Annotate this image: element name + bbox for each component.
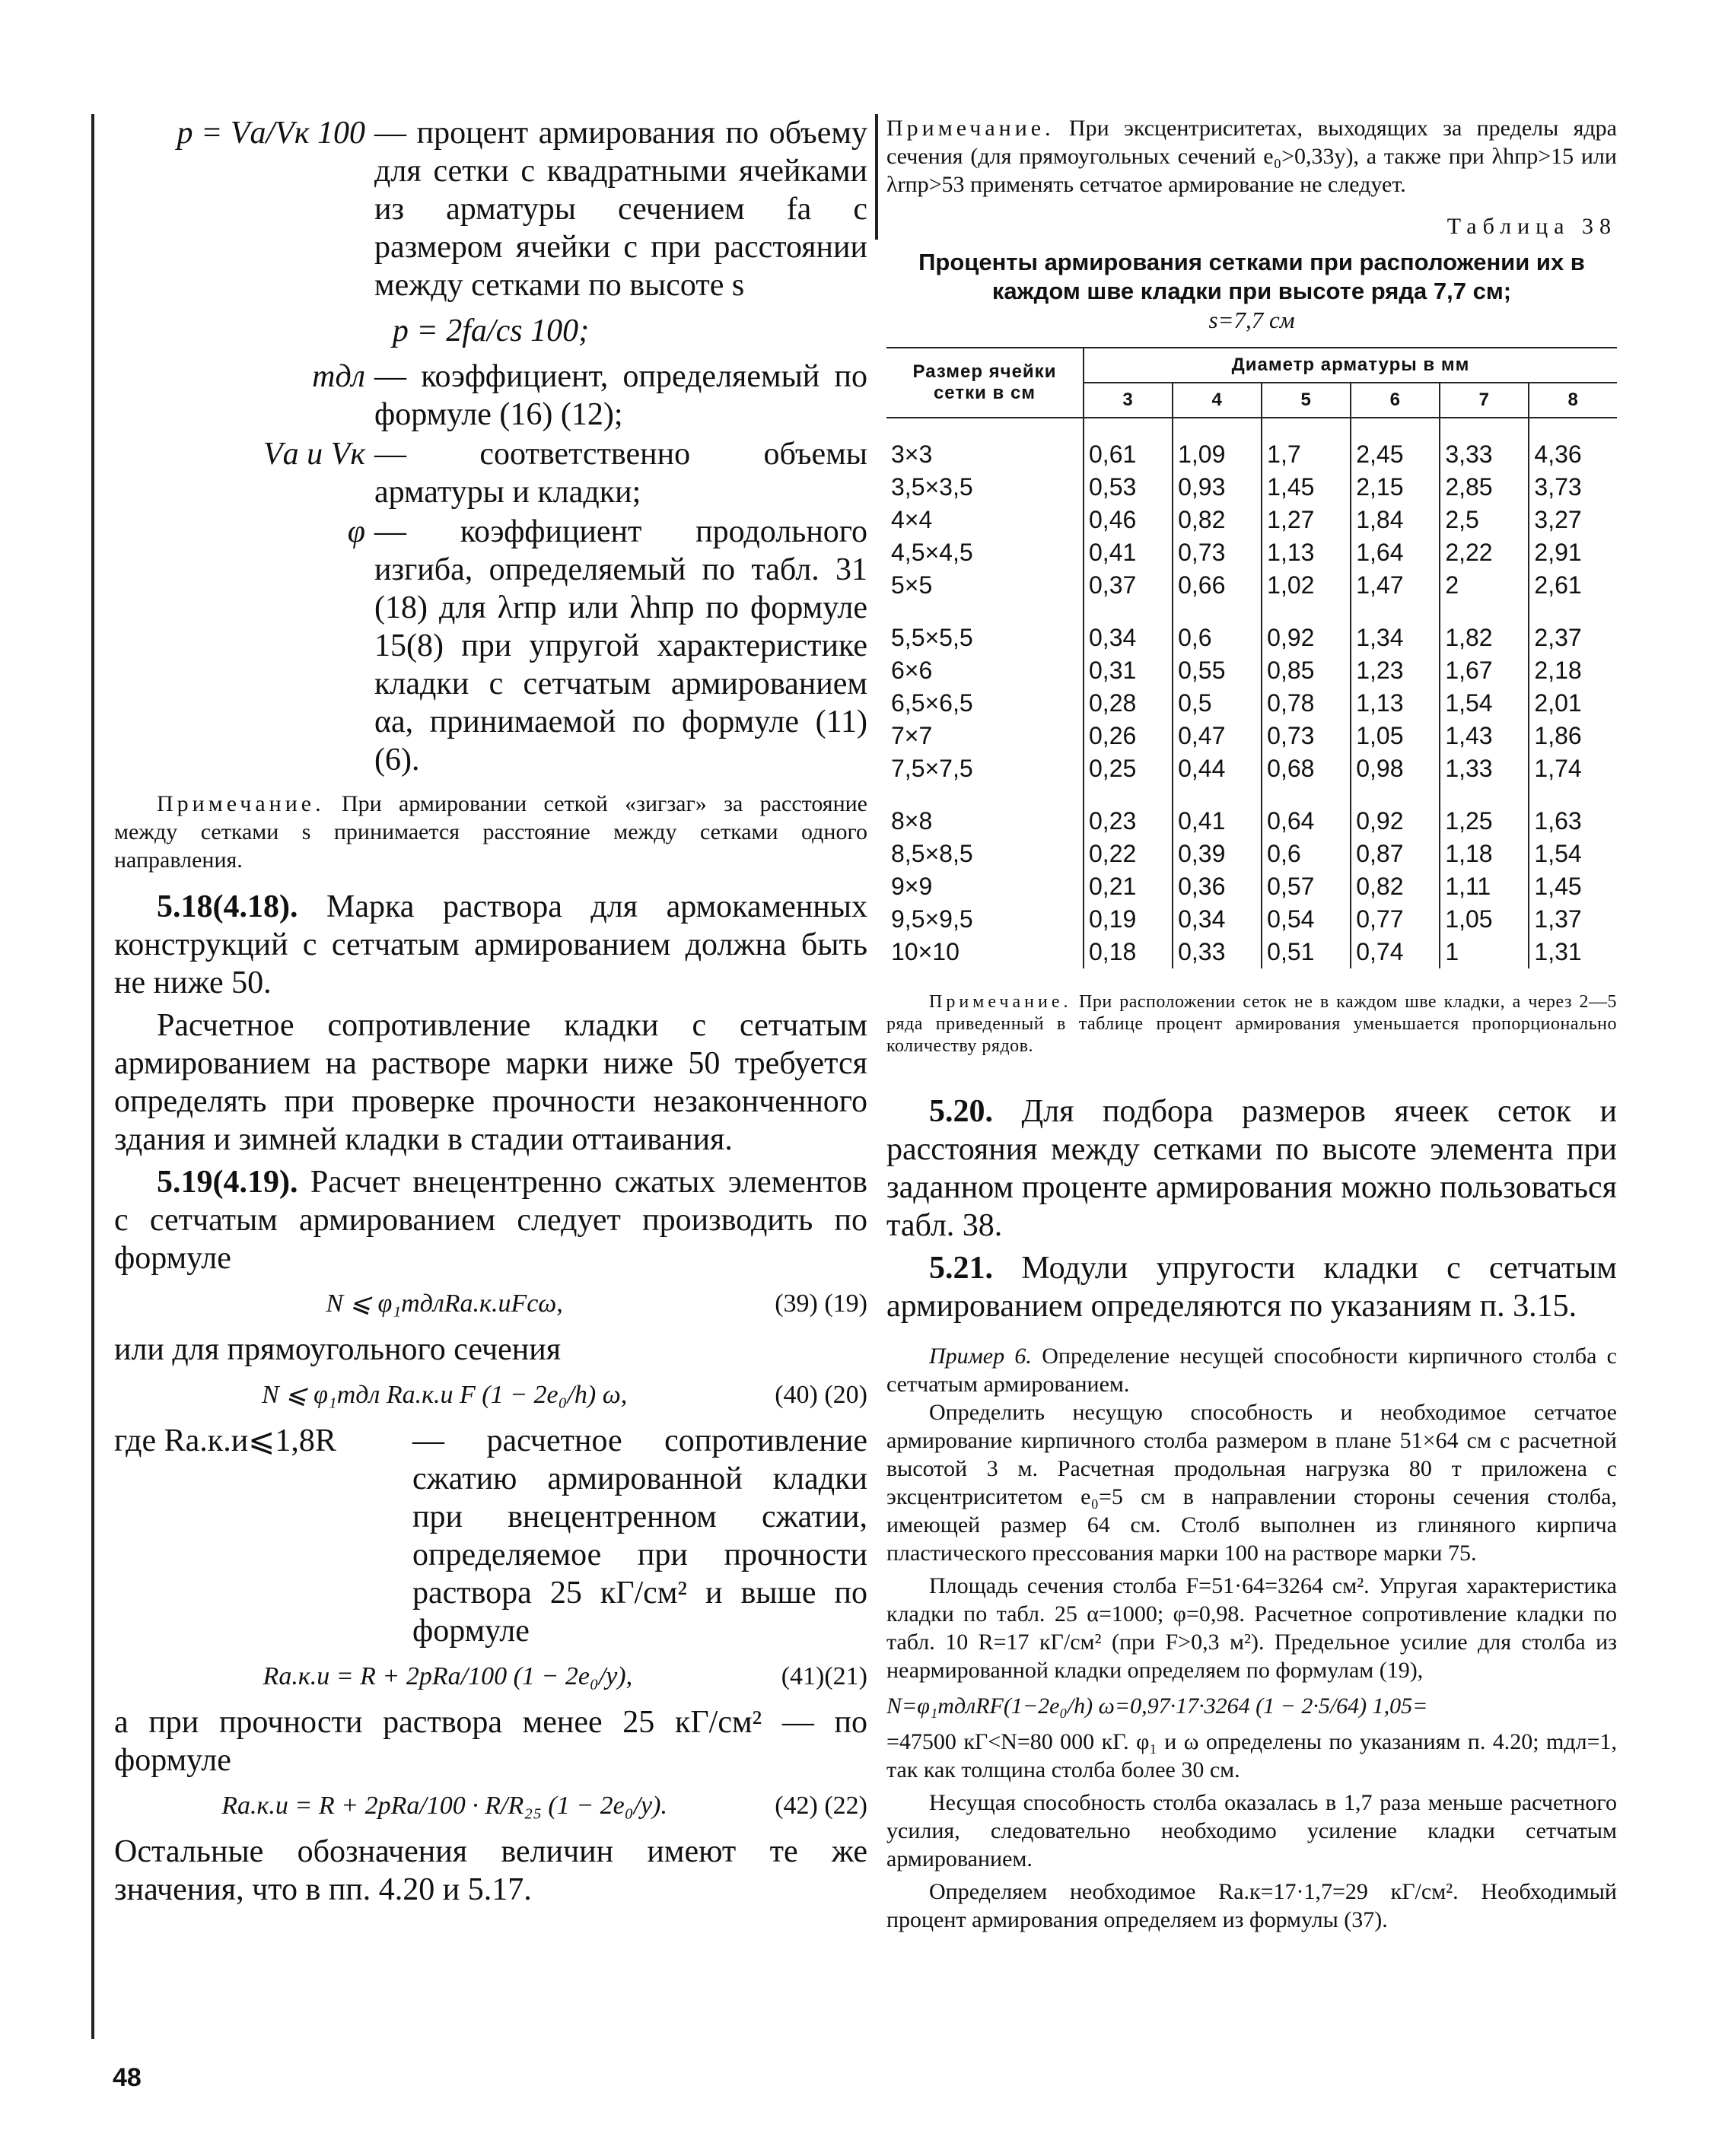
- cell-percent: 1,45: [1262, 471, 1351, 504]
- cell-percent: 0,25: [1084, 752, 1173, 785]
- definition-term: p = Vа/Vк 100: [177, 116, 365, 151]
- cell-percent: 1,84: [1351, 504, 1440, 536]
- cell-percent: 1,67: [1440, 654, 1529, 687]
- table-row: [886, 903, 1617, 936]
- cell-percent: 3,73: [1529, 471, 1617, 504]
- paragraph-text: Расчет внецентренно сжатых элементов с сетчатым армированием следует производить по формуле: [114, 1165, 867, 1276]
- definition-term: mдл: [312, 359, 365, 394]
- paragraph-5-19: [114, 1163, 867, 1277]
- cell-size: 3×3: [891, 440, 933, 468]
- paragraph-text: Марка раствора для армокаменных конструкций с сетчатым армированием должна быть не ниже 50.: [114, 889, 867, 1000]
- cell-size: 9,5×9,5: [891, 905, 973, 933]
- left-column: [91, 114, 867, 2039]
- cell-percent: 1,02: [1262, 569, 1351, 602]
- cell-percent: 0,54: [1262, 903, 1351, 936]
- cell-percent: 0,82: [1351, 870, 1440, 903]
- table-subtitle: s=7,7 см: [1208, 307, 1295, 333]
- cell-percent: 2,85: [1440, 471, 1529, 504]
- cell-percent: 4,36: [1529, 438, 1617, 471]
- cell-percent: 0,28: [1084, 687, 1173, 720]
- definition-term: φ: [347, 514, 365, 549]
- table-row: [886, 870, 1617, 903]
- group-spacer: [886, 418, 1617, 438]
- definition-text: — коэффициент, определяемый по формуле (16) (12);: [374, 359, 867, 432]
- spacer-cell: [1440, 602, 1529, 622]
- cell-percent: 0,34: [1173, 903, 1262, 936]
- header-diameter: Диаметр арматуры в мм: [1084, 348, 1617, 383]
- page-number: 48: [113, 2063, 142, 2092]
- cell-percent: 1,23: [1351, 654, 1440, 687]
- cell-percent: 1,34: [1351, 622, 1440, 654]
- example-paragraph-3: =47500 кГ<N=80 000 кГ. φ₁ и ω определены по указаниям п. 4.20; mдл=1, так как толщина столба более 30 см.: [886, 1729, 1617, 1782]
- definition-text: — процент армирования по объему для сетки с квадратными ячейками из арматуры сечением fа с размером ячейки c при расстоянии между сетками по высоте s: [374, 116, 867, 303]
- note-eccentricity: [886, 114, 1617, 199]
- table-note: [886, 991, 1617, 1057]
- note-text: При расположении сеток не в каждом шве кладки, а через 2—5 ряда приведенный в таблице процент армирования уменьшается пропорционально количеству рядов.: [886, 992, 1617, 1056]
- cell-percent: 1,86: [1529, 720, 1617, 752]
- definition-p: [114, 114, 867, 304]
- cell-percent: 1,11: [1440, 870, 1529, 903]
- table-row: [886, 720, 1617, 752]
- group-spacer: [886, 785, 1617, 805]
- section-number: 5.20.: [929, 1094, 993, 1129]
- cell-percent: 2,15: [1351, 471, 1440, 504]
- spacer-cell: [1351, 418, 1440, 438]
- note-text: При армировании сеткой «зигзаг» за расстояние между сетками s принимается расстояние между сетками одного направления.: [114, 791, 867, 873]
- reinforcement-table: [886, 347, 1617, 968]
- spacer-cell: [1351, 602, 1440, 622]
- table-row: [886, 536, 1617, 569]
- formula: Rа.к.и = R + 2pRа/100 · R/R₂₅ (1 − 2e₀/y).: [221, 1792, 667, 1820]
- formula-number: (40) (20): [775, 1381, 867, 1409]
- cell-percent: 0,98: [1351, 752, 1440, 785]
- cell-percent: 0,92: [1351, 805, 1440, 838]
- cell-percent: 2,61: [1529, 569, 1617, 602]
- spacer-cell: [1084, 785, 1173, 805]
- cell-size: 8,5×8,5: [891, 840, 973, 867]
- cell-percent: 0,6: [1262, 838, 1351, 870]
- spacer-cell: [886, 418, 1084, 438]
- cell-size: 10×10: [891, 938, 960, 965]
- cell-percent: 0,36: [1173, 870, 1262, 903]
- cell-percent: 1,09: [1173, 438, 1262, 471]
- cell-percent: 1,13: [1262, 536, 1351, 569]
- cell-percent: 0,73: [1262, 720, 1351, 752]
- example-paragraph-5: Определяем необходимое Rа.к=17·1,7=29 кГ/см². Необходимый процент армирования определяем из формулы (37).: [886, 1879, 1617, 1932]
- cell-percent: 1,45: [1529, 870, 1617, 903]
- cell-percent: 1,54: [1440, 687, 1529, 720]
- cell-percent: 2,22: [1440, 536, 1529, 569]
- formula-number: (39) (19): [775, 1289, 867, 1318]
- cell-size: 4,5×4,5: [891, 539, 973, 566]
- cell-percent: 1,74: [1529, 752, 1617, 785]
- rect-text: или для прямоугольного сечения: [114, 1332, 562, 1367]
- cell-percent: 1,31: [1529, 936, 1617, 968]
- spacer-cell: [1262, 418, 1351, 438]
- spacer-cell: [886, 602, 1084, 622]
- cell-percent: 0,46: [1084, 504, 1173, 536]
- cell-size: 9×9: [891, 873, 933, 900]
- cell-percent: 0,73: [1173, 536, 1262, 569]
- cell-percent: 1,18: [1440, 838, 1529, 870]
- formula-42: [114, 1790, 867, 1822]
- table-row: [886, 805, 1617, 838]
- cell-percent: 1,54: [1529, 838, 1617, 870]
- cell-size: 7×7: [891, 722, 933, 749]
- spacer-cell: [1173, 785, 1262, 805]
- definition-term: Vа и Vк: [263, 437, 365, 472]
- cell-percent: 0,64: [1262, 805, 1351, 838]
- cell-percent: 0,5: [1173, 687, 1262, 720]
- cell-percent: 0,78: [1262, 687, 1351, 720]
- paragraph-text: Для подбора размеров ячеек сеток и расстояния между сетками по высоте элемента при заданном проценте армирования можно пользоваться табл. 38.: [886, 1094, 1618, 1243]
- section-number: 5.21.: [929, 1251, 993, 1286]
- cell-percent: 0,53: [1084, 471, 1173, 504]
- cell-size: 6,5×6,5: [891, 689, 973, 717]
- formula-41: [114, 1661, 867, 1693]
- cell-size: 5,5×5,5: [891, 624, 973, 651]
- paragraph-5-20: [886, 1092, 1617, 1245]
- note-label: Примечание.: [886, 116, 1055, 141]
- cell-percent: 0,92: [1262, 622, 1351, 654]
- formula-p: p = 2fа/cs 100;: [392, 313, 590, 348]
- spacer-cell: [1173, 602, 1262, 622]
- table-row: [886, 471, 1617, 504]
- definition-mdl: [114, 358, 867, 434]
- spacer-cell: [1084, 602, 1173, 622]
- cell-percent: 0,87: [1351, 838, 1440, 870]
- cell-percent: 0,51: [1262, 936, 1351, 968]
- table-row: [886, 752, 1617, 785]
- cell-percent: 0,57: [1262, 870, 1351, 903]
- table-row: [886, 569, 1617, 602]
- diameter-header: 4: [1173, 383, 1262, 418]
- spacer-cell: [1440, 785, 1529, 805]
- cell-percent: 0,6: [1173, 622, 1262, 654]
- cell-size: 6×6: [891, 657, 933, 684]
- cell-percent: 1,25: [1440, 805, 1529, 838]
- cell-percent: 0,23: [1084, 805, 1173, 838]
- note: [114, 790, 867, 874]
- spacer-cell: [1173, 418, 1262, 438]
- formula: N ⩽ φ₁mдлRа.к.иFcω,: [326, 1289, 563, 1318]
- cell-percent: 1,64: [1351, 536, 1440, 569]
- rest-text: Остальные обозначения величин имеют те же значения, что в пп. 4.20 и 5.17.: [114, 1834, 867, 1907]
- cell-percent: 2,5: [1440, 504, 1529, 536]
- note-text: При эксцентриситетах, выходящих за пределы ядра сечения (для прямоугольных сечений e₀>0,33y), а также при λhпр>15 или λrпр>53 применять сетчатое армирование не следует.: [886, 116, 1617, 197]
- cell-size: 8×8: [891, 807, 933, 835]
- spacer-cell: [1529, 602, 1617, 622]
- example-paragraph-1: Определить несущую способность и необходимое сетчатое армирование кирпичного столба размером в плане 51×64 см с расчетной высотой 3 м. Расчетная продольная нагрузка 80 т приложена с эксцентриситетом e₀=5 см в направлении стороны сечения столба, имеющей размер 64 см. Столб выполнен из глиняного кирпича пластического прессования марки 100 на растворе марки 75.: [886, 1400, 1617, 1566]
- cell-percent: 1,7: [1262, 438, 1351, 471]
- cell-percent: 1,33: [1440, 752, 1529, 785]
- table-row: [886, 936, 1617, 968]
- cell-percent: 1: [1440, 936, 1529, 968]
- formula-40: [114, 1379, 867, 1411]
- formula-39: [114, 1288, 867, 1320]
- definition-v: [114, 435, 867, 511]
- definition-rak: [114, 1422, 867, 1650]
- cell-size: 3,5×3,5: [891, 473, 973, 501]
- cell-percent: 2,45: [1351, 438, 1440, 471]
- spacer-cell: [886, 785, 1084, 805]
- cell-percent: 0,93: [1173, 471, 1262, 504]
- diameter-header: 3: [1084, 383, 1173, 418]
- cell-percent: 0,85: [1262, 654, 1351, 687]
- diameter-header: 8: [1529, 383, 1617, 418]
- cell-percent: 3,33: [1440, 438, 1529, 471]
- definition-text: — расчетное сопротивление сжатию армированной кладки при внецентренном сжатии, определяемое при прочности раствора 25 кГ/см² и выше по формуле: [412, 1423, 867, 1649]
- definition-text: — соответственно объемы арматуры и кладки;: [374, 437, 867, 510]
- definition-text: — коэффициент продольного изгиба, определяемый по табл. 31 (18) для λrпр или λhпр по формуле 15(8) при упругой характеристике кладки с сетчатым армированием αа, принимаемой по формуле (11) (6).: [374, 514, 867, 777]
- cell-percent: 0,47: [1173, 720, 1262, 752]
- table-row: [886, 687, 1617, 720]
- example-paragraph-4: Несущая способность столба оказалась в 1,7 раза меньше расчетного усилия, следовательно необходимо усиление кладки сетчатым армированием.: [886, 1790, 1617, 1871]
- definition-phi: [114, 513, 867, 779]
- cell-percent: 0,18: [1084, 936, 1173, 968]
- paragraph-text: Модули упругости кладки с сетчатым армированием определяются по указаниям п. 3.15.: [886, 1251, 1617, 1324]
- cell-percent: 0,77: [1351, 903, 1440, 936]
- cell-percent: 1,05: [1440, 903, 1529, 936]
- example-title: Определение несущей способности кирпичного столба с сетчатым армированием.: [886, 1344, 1618, 1397]
- cell-percent: 0,41: [1084, 536, 1173, 569]
- cell-percent: 0,34: [1084, 622, 1173, 654]
- cell-percent: 0,39: [1173, 838, 1262, 870]
- note-label: Примечание.: [929, 992, 1072, 1012]
- cell-percent: 0,68: [1262, 752, 1351, 785]
- cell-percent: 3,27: [1529, 504, 1617, 536]
- cell-percent: 2: [1440, 569, 1529, 602]
- paragraph-5-18b: Расчетное сопротивление кладки с сетчатым армированием на растворе марки ниже 50 требуется определять при проверке прочности незаконченного здания и зимней кладки в стадии оттаивания.: [114, 1008, 867, 1157]
- cell-size: 7,5×7,5: [891, 755, 973, 782]
- cell-percent: 1,47: [1351, 569, 1440, 602]
- cell-percent: 0,19: [1084, 903, 1173, 936]
- formula-number: (42) (22): [775, 1792, 867, 1820]
- paragraph-5-21: [886, 1249, 1617, 1325]
- spacer-cell: [1262, 785, 1351, 805]
- cell-percent: 2,91: [1529, 536, 1617, 569]
- cell-percent: 0,74: [1351, 936, 1440, 968]
- formula: Rа.к.и = R + 2pRа/100 (1 − 2e₀/y),: [263, 1662, 633, 1690]
- spacer-cell: [1351, 785, 1440, 805]
- cell-percent: 0,33: [1173, 936, 1262, 968]
- formula: N ⩽ φ₁mдл Rа.к.и F (1 − 2e₀/h) ω,: [261, 1381, 628, 1409]
- diameter-header: 7: [1440, 383, 1529, 418]
- definition-term: где Rа.к.и⩽1,8R: [114, 1423, 336, 1458]
- table-row: [886, 504, 1617, 536]
- diameter-header: 5: [1262, 383, 1351, 418]
- spacer-cell: [1084, 418, 1173, 438]
- section-number: 5.18(4.18).: [157, 889, 298, 924]
- cell-percent: 0,61: [1084, 438, 1173, 471]
- cell-percent: 0,55: [1173, 654, 1262, 687]
- cell-percent: 2,37: [1529, 622, 1617, 654]
- table-title: Проценты армирования сетками при расположении их в каждом шве кладки при высоте ряда 7,7 см;: [918, 249, 1585, 304]
- section-number: 5.19(4.19).: [157, 1165, 298, 1200]
- spacer-cell: [1440, 418, 1529, 438]
- cell-percent: 0,82: [1173, 504, 1262, 536]
- cell-percent: 1,27: [1262, 504, 1351, 536]
- cell-percent: 0,66: [1173, 569, 1262, 602]
- example-heading: [886, 1342, 1617, 1398]
- cell-percent: 0,37: [1084, 569, 1173, 602]
- table-row: [886, 438, 1617, 471]
- spacer-cell: [1529, 785, 1617, 805]
- header-size: Размер ячейки сетки в см: [886, 348, 1084, 418]
- right-column: [886, 114, 1617, 1934]
- cell-size: 4×4: [891, 506, 933, 533]
- paragraph-5-18: [114, 888, 867, 1002]
- example-formula: N=φ₁mдлRF(1−2e₀/h) ω=0,97·17·3264 (1 − 2·5/64) 1,05=: [886, 1693, 1428, 1719]
- cell-size: 5×5: [891, 571, 933, 599]
- cell-percent: 2,18: [1529, 654, 1617, 687]
- cell-percent: 1,43: [1440, 720, 1529, 752]
- table-caption: Таблица 38: [1446, 214, 1617, 239]
- table-row: [886, 622, 1617, 654]
- cell-percent: 1,63: [1529, 805, 1617, 838]
- cell-percent: 1,82: [1440, 622, 1529, 654]
- group-spacer: [886, 602, 1617, 622]
- spacer-cell: [1529, 418, 1617, 438]
- cell-percent: 1,37: [1529, 903, 1617, 936]
- less25-text: а при прочности раствора менее 25 кГ/см² — по формуле: [114, 1705, 867, 1778]
- cell-percent: 0,22: [1084, 838, 1173, 870]
- cell-percent: 0,31: [1084, 654, 1173, 687]
- spacer-cell: [1262, 602, 1351, 622]
- cell-percent: 0,41: [1173, 805, 1262, 838]
- formula-number: (41)(21): [781, 1662, 867, 1690]
- cell-percent: 1,13: [1351, 687, 1440, 720]
- cell-percent: 1,05: [1351, 720, 1440, 752]
- cell-percent: 2,01: [1529, 687, 1617, 720]
- cell-percent: 0,21: [1084, 870, 1173, 903]
- table-row: [886, 838, 1617, 870]
- diameter-header: 6: [1351, 383, 1440, 418]
- cell-percent: 0,26: [1084, 720, 1173, 752]
- note-label: Примечание.: [157, 791, 325, 816]
- table-row: [886, 654, 1617, 687]
- table-body: [886, 418, 1617, 968]
- example-label: Пример 6.: [929, 1344, 1032, 1369]
- example-paragraph-2: Площадь сечения столба F=51·64=3264 см². Упругая характеристика кладки по табл. 25 α=1000; φ=0,98. Расчетное сопротивление кладки по табл. 10 R=17 кГ/см² (при F>0,3 м²). Предельное усилие для столба из неармированной кладки определяем по формулам (19),: [886, 1573, 1617, 1683]
- cell-percent: 0,44: [1173, 752, 1262, 785]
